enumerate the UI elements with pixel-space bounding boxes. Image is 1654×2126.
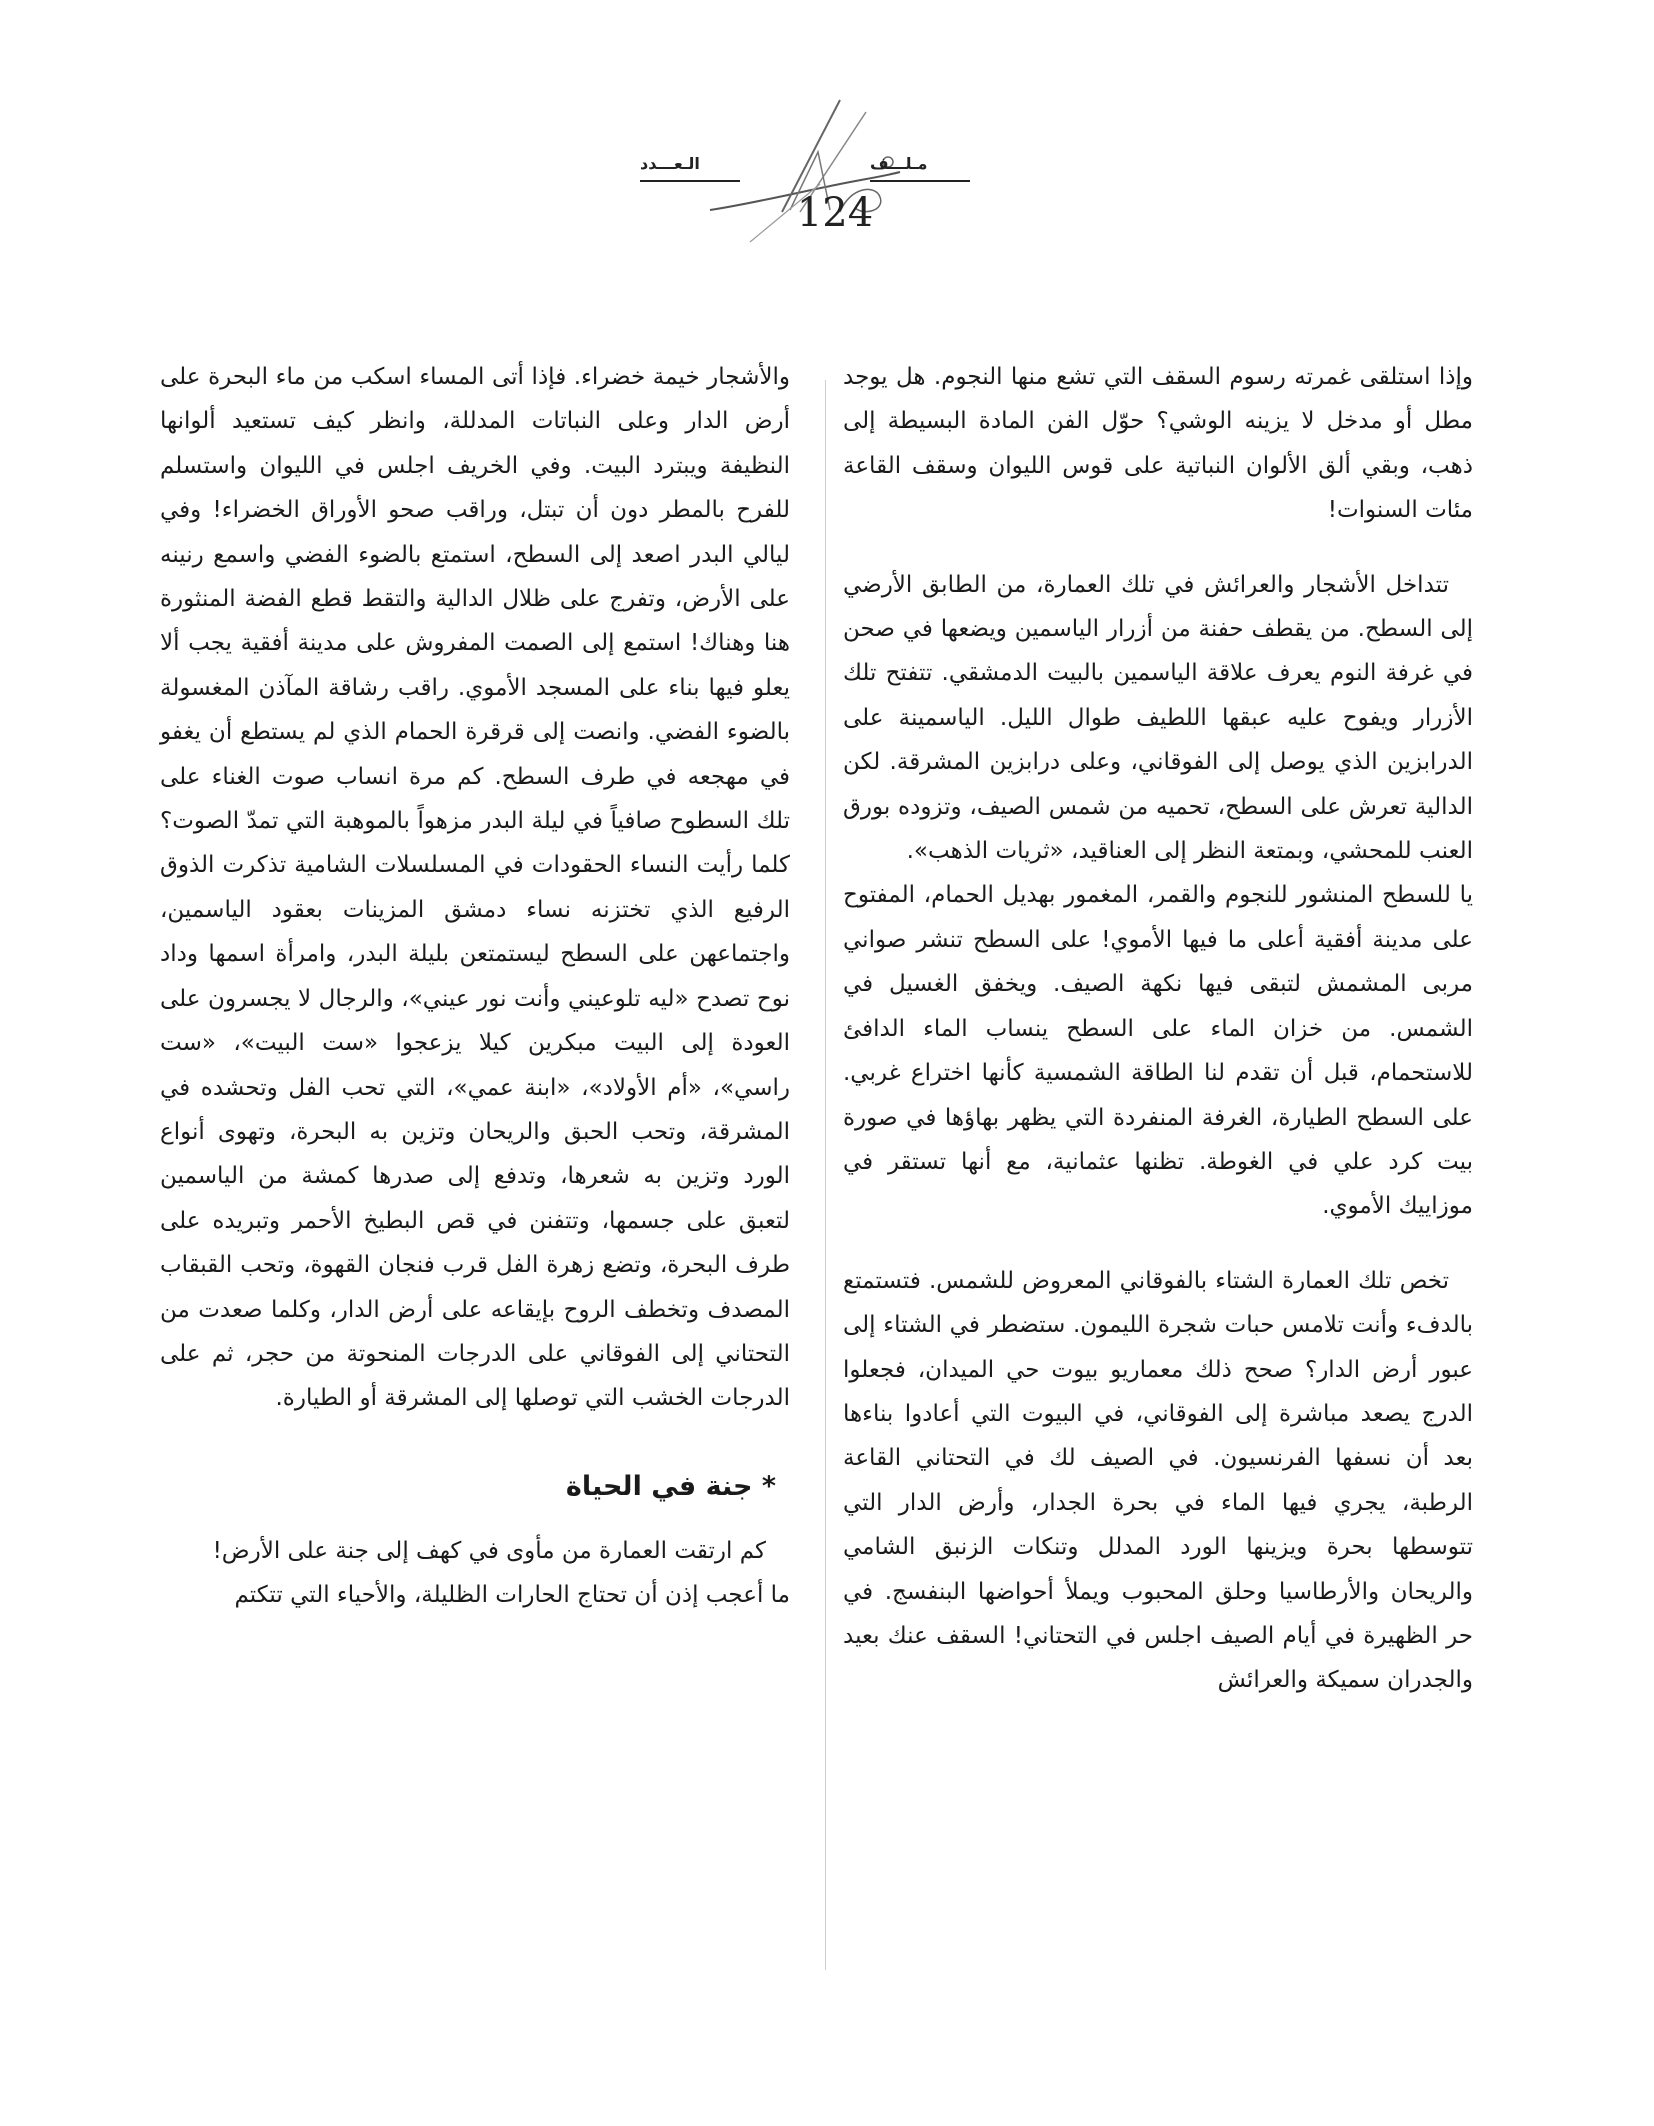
article-column-left: [160, 355, 790, 1618]
article-column-right: [843, 355, 1473, 1703]
paragraph: وإذا استلقى غمرته رسوم السقف التي تشع منها النجوم. هل يوجد مطل أو مدخل لا يزينه الوشي؟ حوّل الفن المادة البسيطة إلى ذهب، وبقي ألق الألوان النباتية على قوس الليوان وسقف القاعة مئات السنوات!: [843, 364, 1473, 524]
paragraph: تتداخل الأشجار والعرائش في تلك العمارة، من الطابق الأرضي إلى السطح. من يقطف حفنة من أزرار الياسمين ويضعها في صحن في غرفة النوم يعرف علاقة الياسمين بالبيت الدمشقي. تتفتح تلك الأزرار ويفوح عليه عبقها اللطيف طوال الليل. الياسمينة على الدرابزين الذي يوصل إلى الفوقاني، وعلى درابزين المشرقة. لكن الدالية تعرش على السطح، تحميه من شمس الصيف، وتزوده بورق العنب للمحشي، وبمتعة النظر إلى العناقيد، «ثريات الذهب».: [843, 571, 1473, 865]
section-heading: * جنة في الحياة: [565, 1470, 776, 1502]
paragraph: والأشجار خيمة خضراء. فإذا أتى المساء اسكب من ماء البحرة على أرض الدار وعلى النباتات المدللة، وانظر كيف تستعيد ألوانها النظيفة ويبترد البيت. وفي الخريف اجلس في الليوان واستسلم للفرح بالمطر دون أن تبتل، وراقب صحو الأوراق الخضراء! وفي ليالي البدر اصعد إلى السطح، استمتع بالضوء الفضي واسمع رنينه على الأرض، وتفرج على ظلال الدالية والتقط قطع الفضة المنثورة هنا وهناك! استمع إلى الصمت المفروش على مدينة أفقية يجب ألا يعلو فيها بناء على المسجد الأموي. راقب رشاقة المآذن المغسولة بالضوء الفضي. وانصت إلى قرقرة الحمام الذي لم يستطع أن يغفو في مهجعه في طرف السطح. كم مرة انساب صوت الغناء على تلك السطوح صافياً في ليلة البدر مزهواً بالموهبة التي تمدّ الصوت؟ كلما رأيت النساء الحقودات في المسلسلات الشامية تذكرت الذوق الرفيع الذي تختزنه نساء دمشق المزينات بعقود الياسمين، واجتماعهن على السطح ليستمتعن بليلة البدر، وامرأة اسمها وداد نوح تصدح «ليه تلوعيني وأنت نور عيني»، والرجال لا يجسرون على العودة إلى البيت مبكرين كيلا يزعجوا «ست البيت»، «ست راسي»، «أم الأولاد»، «ابنة عمي»، التي تحب الفل وتحشده في المشرقة، وتحب الحبق والريحان وتزين به البحرة، وتهوى أنواع الورد وتزين به شعرها، وتدفع إلى صدرها كمشة من الياسمين لتعبق على جسمها، وتتفنن في قص البطيخ الأحمر وتبريده على طرف البحرة، وتضع زهرة الفل قرب فنجان القهوة، وتحب القبقاب المصدف وتخطف الروح بإيقاعه على أرض الدار، وكلما صعدت من التحتاني إلى الفوقاني على الدرجات المنحوتة من حجر، ثم على الدرجات الخشب التي توصلها إلى المشرقة أو الطيارة.: [160, 364, 790, 1412]
column-divider: [825, 380, 826, 1970]
section-label-file: مـلـــف: [870, 154, 928, 173]
page-number: 124: [796, 190, 874, 236]
header-rule-left: [640, 180, 740, 182]
header-rule-right: [870, 180, 970, 182]
paragraph: يا للسطح المنشور للنجوم والقمر، المغمور بهديل الحمام، المفتوح على مدينة أفقية أعلى ما فيها الأموي! على السطح تنشر صواني مربى المشمش لتبقى فيها نكهة الصيف. ويخفق الغسيل في الشمس. من خزان الماء على السطح ينساب الماء الدافئ للاستحمام، قبل أن تقدم لنا الطاقة الشمسية كأنها اختراع غربي. على السطح الطيارة، الغرفة المنفردة التي يظهر بهاؤها في صورة بيت كرد علي في الغوطة. تظنها عثمانية، مع أنها تستقر في موزاييك الأموي.: [843, 882, 1473, 1220]
paragraph: تخص تلك العمارة الشتاء بالفوقاني المعروض للشمس. فتستمتع بالدفء وأنت تلامس حبات شجرة الليمون. ستضطر في الشتاء إلى عبور أرض الدار؟ صحح ذلك معماريو بيوت حي الميدان، فجعلوا الدرج يصعد مباشرة إلى الفوقاني، في البيوت التي أعادوا بناءها بعد أن نسفها الفرنسيون. في الصيف لك في التحتاني القاعة الرطبة، يجري فيها الماء في بحرة الجدار، وأرض الدار التي تتوسطها بحرة ويزينها الورد المدلل وتنكات الزنبق الشامي والريحان والأرطاسيا وحلق المحبوب ويملأ أحواضها البنفسج. في حر الظهيرة في أيام الصيف اجلس في التحتاني! السقف عنك بعيد والجدران سميكة والعرائش: [843, 1267, 1473, 1694]
section-label-issue: الـعـــدد: [640, 154, 700, 173]
paragraph: ما أعجب إذن أن تحتاج الحارات الظليلة، والأحياء التي تتكتم: [234, 1582, 790, 1609]
paragraph: كم ارتقت العمارة من مأوى في كهف إلى جنة على الأرض!: [212, 1537, 766, 1564]
